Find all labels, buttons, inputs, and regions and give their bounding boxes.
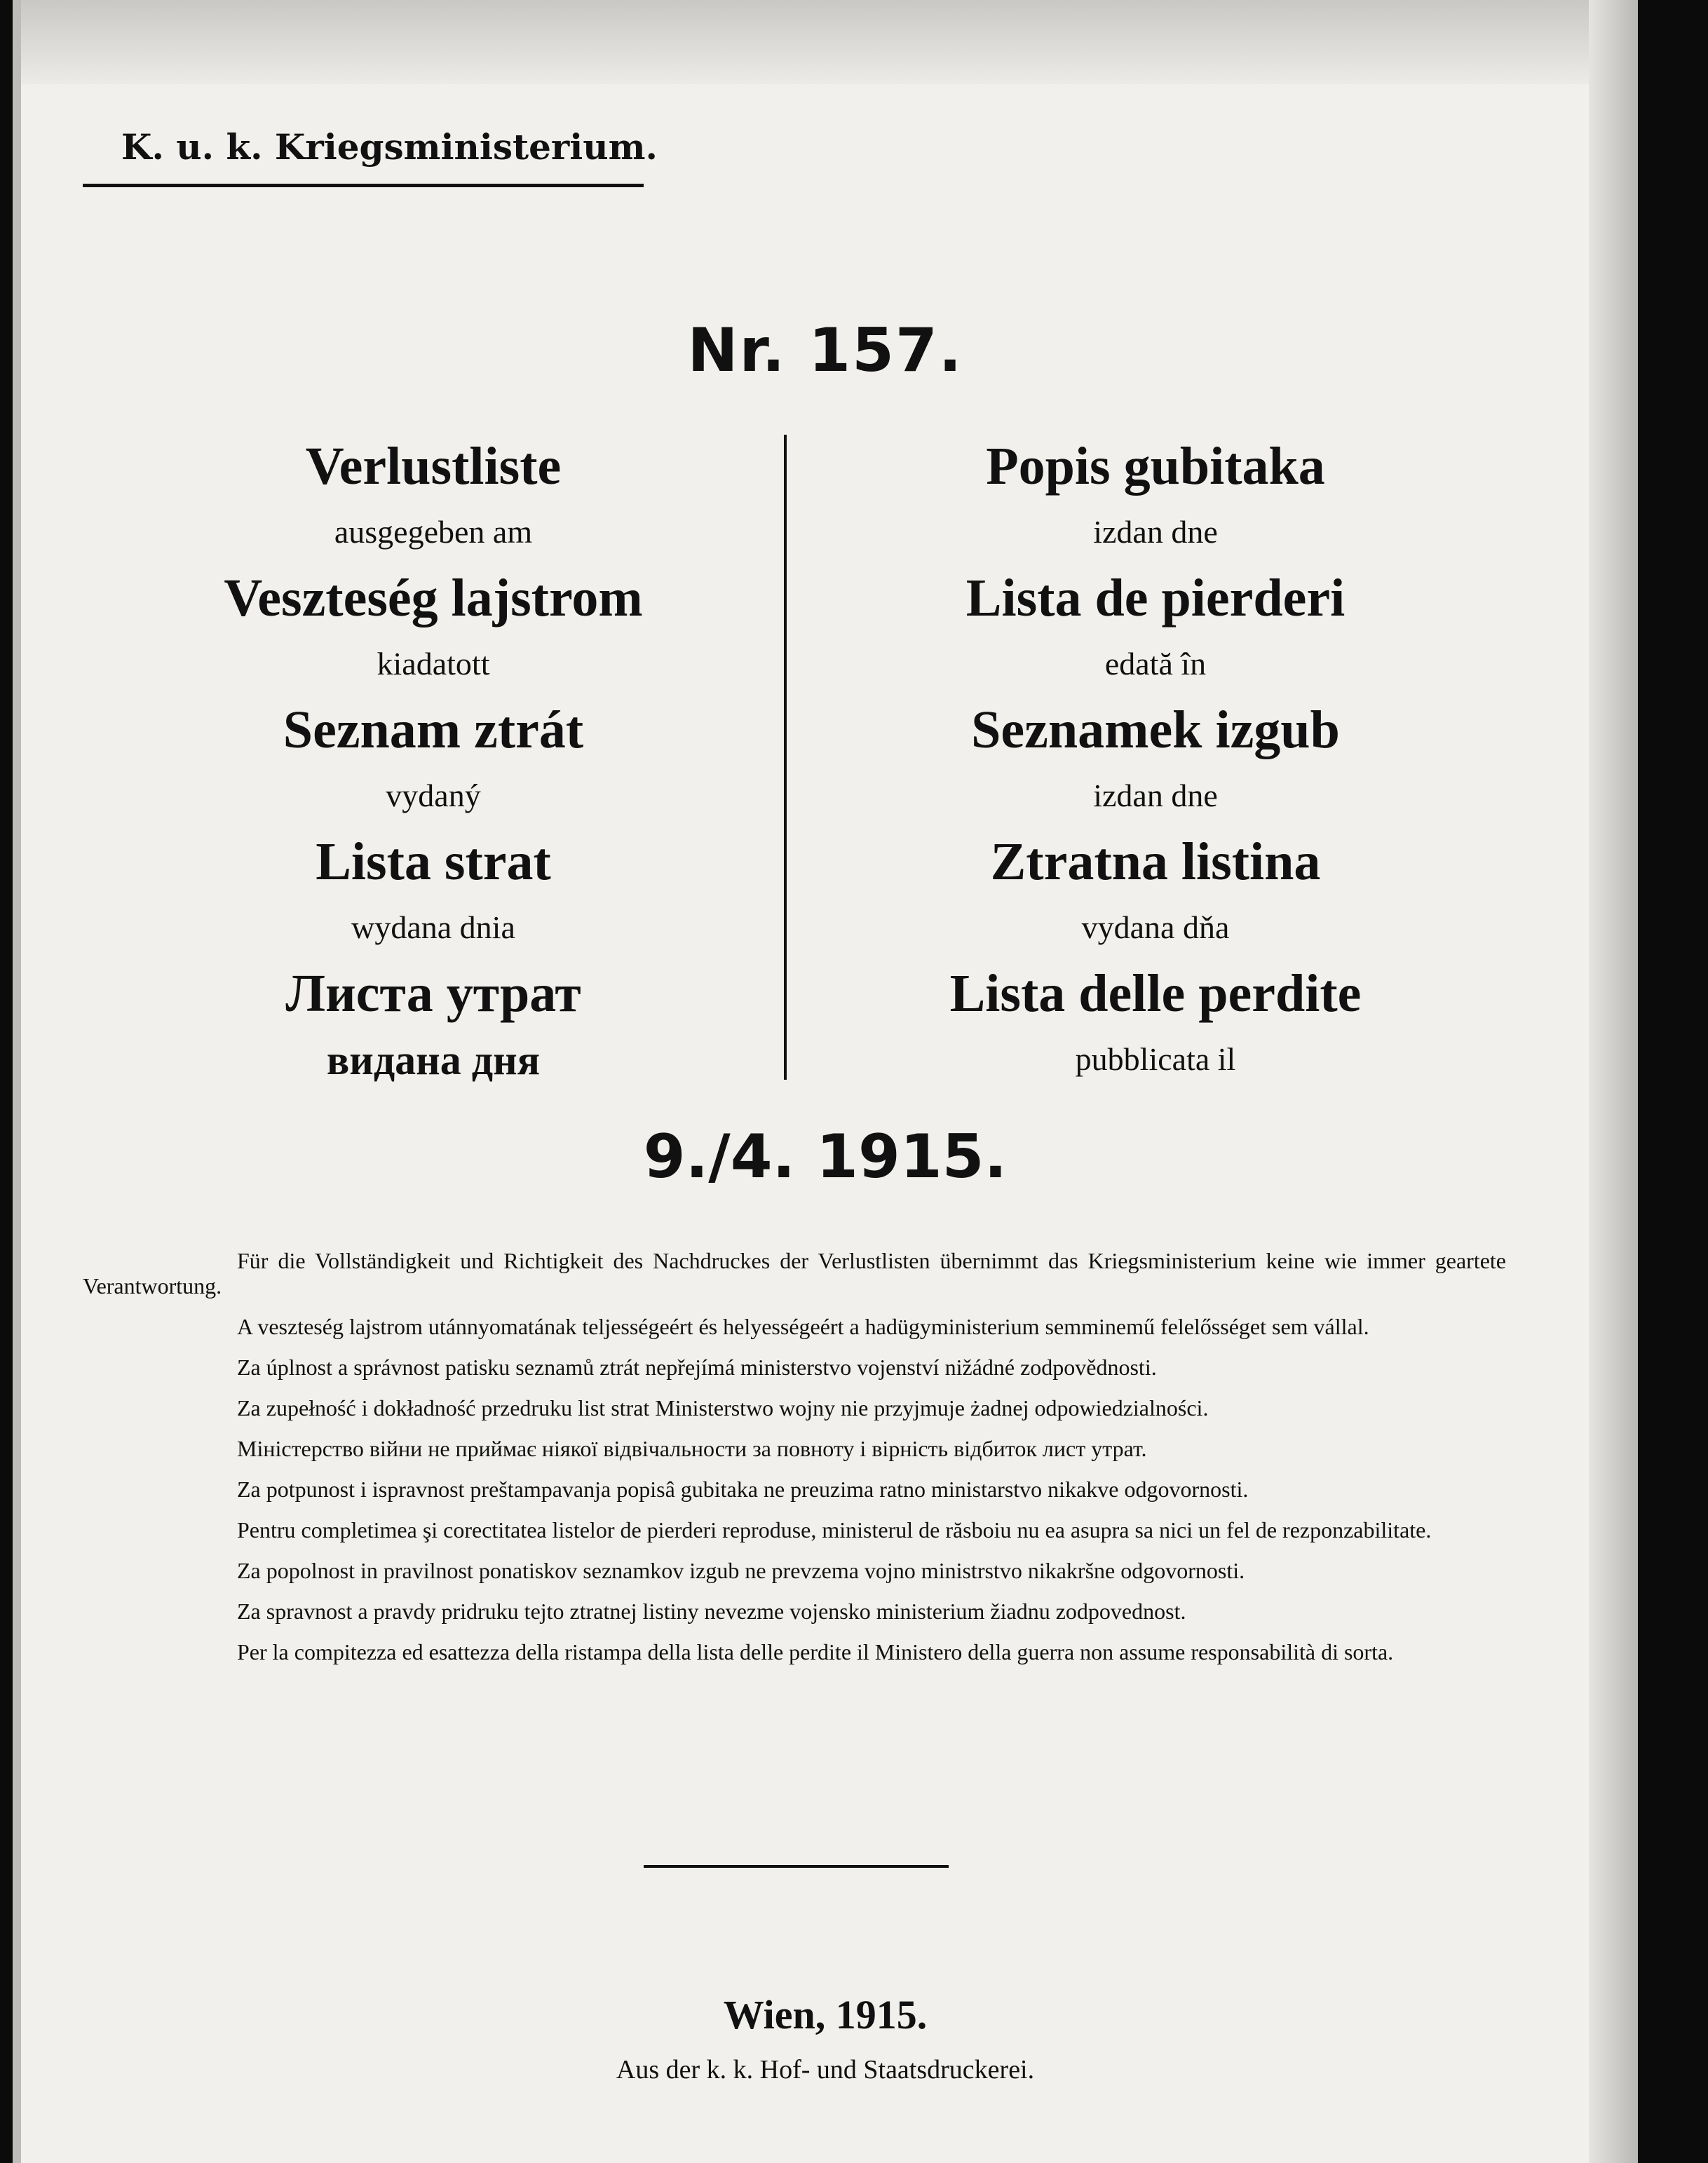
imprint-printer: Aus der k. k. Hof- und Staatsdruckerei.	[616, 2055, 1035, 2084]
subtitle-polish: wydana dnia	[351, 909, 515, 945]
title-german: Verlustliste	[305, 437, 562, 496]
disclaimer-german: Für die Vollständigkeit und Richtigkeit des Nachdruckes der Verlustlisten übernimmt das Kriegsministerium keine wie immer geartete Verantwortung.	[83, 1248, 1506, 1299]
issue-number: Nr. 157.	[687, 316, 963, 386]
disclaimer-polish: Za zupełność i dokładność przedruku list strat Ministerstwo wojny nie przyjmuje żadnej odpowiedzialności.	[237, 1395, 1209, 1420]
title-czech: Seznam ztrát	[283, 700, 584, 759]
scan-top-shadow	[13, 0, 1638, 84]
title-slovene: Seznamek izgub	[971, 700, 1340, 759]
disclaimer-romanian: Pentru completimea şi corectitatea listelor de pierderi reproduse, ministerul de răsboiu nu ea asupra sa nici un fel de rezponzabilitate.	[237, 1517, 1432, 1542]
right-title-column	[840, 428, 1471, 1087]
disclaimer-czech: Za úplnost a správnost patisku seznamů ztrát nepřejímá ministerstvo vojenství nižádné zodpovědnosti.	[237, 1355, 1157, 1380]
subtitle-croatian: izdan dne	[1093, 514, 1218, 550]
subtitle-ruthenian: видана дня	[326, 1037, 541, 1083]
disclaimer-italian: Per la compitezza ed esattezza della ristampa della lista delle perdite il Ministero della guerra non assume responsabilità di sorta.	[237, 1639, 1394, 1664]
column-divider	[784, 435, 787, 1080]
disclaimer-slovak: Za spravnost a pravdy pridruku tejto ztratnej listiny nevezme vojensko ministerium žiadnu zodpovednost.	[237, 1599, 1186, 1624]
ministry-header: K. u. k. Kriegsministerium.	[121, 126, 658, 168]
disclaimer-block	[83, 1248, 1506, 1680]
title-hungarian: Veszteség lajstrom	[224, 569, 643, 628]
footer-rule	[644, 1865, 949, 1868]
subtitle-german: ausgegeben am	[334, 514, 533, 550]
subtitle-slovak: vydana dňa	[1081, 909, 1230, 945]
subtitle-slovene: izdan dne	[1093, 778, 1218, 813]
subtitle-italian: pubblicata il	[1075, 1041, 1236, 1077]
title-romanian: Lista de pierderi	[965, 569, 1346, 628]
left-title-column	[118, 428, 749, 1088]
title-polish: Lista strat	[316, 832, 551, 891]
disclaimer-hungarian: A veszteség lajstrom utánnyomatának teljességeért és helyességeért a hadügyministerium semminemű felelősséget sem vállal.	[237, 1314, 1369, 1339]
title-italian: Lista delle perdite	[949, 964, 1362, 1023]
imprint-place: Wien, 1915.	[723, 1992, 928, 2037]
subtitle-romanian: edată în	[1104, 646, 1207, 682]
title-ruthenian: Листа утрат	[285, 964, 581, 1023]
header-underline	[83, 184, 644, 187]
subtitle-hungarian: kiadatott	[377, 646, 490, 682]
title-slovak: Ztratna listina	[990, 832, 1321, 891]
document-page	[13, 0, 1638, 2163]
title-croatian: Popis gubitaka	[986, 437, 1325, 496]
disclaimer-slovene: Za popolnost in pravilnost ponatiskov seznamkov izgub ne prevzema vojno ministrstvo nikakršne odgovornosti.	[237, 1558, 1245, 1583]
subtitle-czech: vydaný	[386, 778, 481, 813]
disclaimer-ruthenian: Міністерство війни не приймає ніякої відвічальности за повноту і вірність відбиток лист утрат.	[237, 1436, 1147, 1461]
disclaimer-croatian: Za potpunost i ispravnost preštampavanja popisâ gubitaka ne preuzima ratno ministarstvo nikakve odgovornosti.	[237, 1477, 1249, 1502]
issue-date: 9./4. 1915.	[643, 1122, 1008, 1192]
